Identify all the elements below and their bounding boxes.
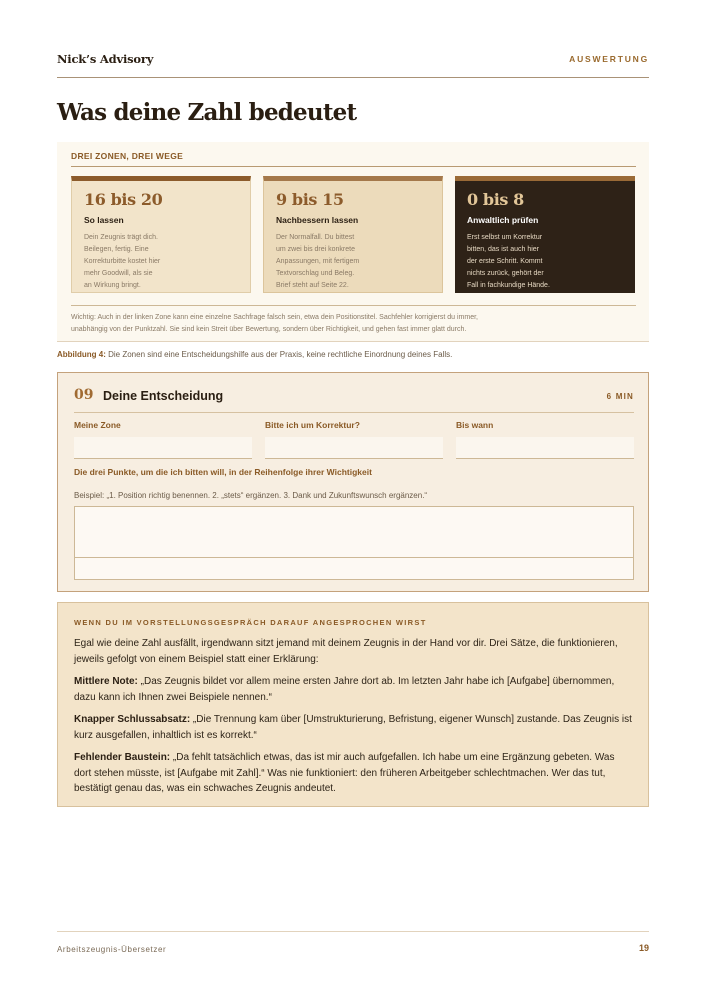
exercise-box (57, 372, 649, 592)
brand-name: Nick’s Advisory (57, 52, 154, 66)
zone-card-keep (71, 176, 251, 293)
tip-item (74, 750, 634, 797)
zone-field-label: Meine Zone (74, 420, 121, 430)
section-tag: AUSWERTUNG (569, 54, 649, 64)
tip-body (74, 636, 634, 804)
page-header (57, 52, 649, 78)
tip-item (74, 674, 634, 705)
tip-item (74, 712, 634, 743)
interview-tip-box (57, 602, 649, 807)
zone-text-line: Der Normalfall. Du bittest (276, 234, 355, 241)
zone-range: 9 bis 15 (276, 190, 344, 209)
footer-title: Arbeitszeugnis-Übersetzer (57, 945, 167, 954)
tip-item-text: „Das Zeugnis bildet vor allem meine ersten Jahre dort ab. Im letzten Jahr habe ich [Aufgabe] übernommen, dazu kann ich Ihnen zwei Beispiele nennen.“ (74, 676, 615, 703)
exercise-header (74, 387, 634, 413)
answer-area[interactable] (74, 506, 634, 580)
zone-label: Anwaltlich prüfen (467, 215, 539, 225)
zone-label: So lassen (84, 215, 124, 225)
zone-text-line: nichts zurück, gehört der (467, 270, 544, 277)
tip-item-text: „Die Trennung kam über [Umstrukturierung, Befristung, eigener Wunsch] zustande. Das Zeugnis ist kurz ausgefallen, inhaltlich ist es korrekt.“ (74, 714, 632, 741)
note-line: Wichtig: Auch in der linken Zone kann eine einzelne Sachfrage falsch sein, etwa dein Positionstitel. Sachfehler korrigierst du immer, (71, 314, 478, 321)
zone-card-improve (263, 176, 443, 293)
correction-field-label: Bitte ich um Korrektur? (265, 420, 360, 430)
zone-text-line: Textvorschlag und Beleg. (276, 270, 355, 277)
zone-text-line: Beilegen, fertig. Eine (84, 246, 149, 253)
note-line: unabhängig von der Punktzahl. Sie sind kein Streit über Bewertung, sondern über Richtigkeit, und gehen fast immer glatt durch. (71, 326, 467, 333)
tip-item-label: Knapper Schlussabsatz: (74, 714, 191, 725)
zone-description (276, 232, 434, 292)
page-number: 19 (638, 943, 649, 953)
zone-card-legal (455, 176, 635, 293)
tip-item-text: „Da fehlt tatsächlich etwas, das ist mir auch aufgefallen. Ich habe um eine Ergänzung gebeten. Was dort stehen müsste, ist [Aufgabe mit Zahl].“ Was nie funktioniert: den früheren Arbeitgeber schlechtmachen. Wer das tut, bestätigt genau das, was ein schwaches Zeugnis andeutet. (74, 752, 615, 794)
zone-text-line: mehr Goodwill, als sie (84, 270, 153, 277)
zone-text-line: Fall in fachkundige Hände. (467, 282, 550, 289)
deadline-field[interactable] (456, 437, 634, 459)
zone-field[interactable] (74, 437, 252, 459)
zone-text-line: bitten, das ist auch hier (467, 246, 539, 253)
zone-text-line: der erste Schritt. Kommt (467, 258, 543, 265)
zones-figure (57, 142, 649, 342)
figure-note (71, 305, 636, 336)
page-title: Was deine Zahl bedeutet (57, 99, 357, 126)
caption-label: Abbildung 4: (57, 350, 106, 359)
tip-item-label: Fehlender Baustein: (74, 752, 171, 763)
exercise-duration: 6 MIN (606, 392, 634, 401)
exercise-prompt: Die drei Punkte, um die ich bitten will, in der Reihenfolge ihrer Wichtigkeit (74, 467, 372, 477)
zone-text-line: Brief steht auf Seite 22. (276, 282, 349, 289)
figure-kicker: DREI ZONEN, DREI WEGE (71, 151, 636, 167)
exercise-number: 09 (74, 387, 94, 403)
zone-text-line: Erst selbst um Korrektur (467, 234, 543, 241)
answer-divider (75, 557, 633, 558)
zone-text-line: um zwei bis drei konkrete (276, 246, 355, 253)
zone-range: 16 bis 20 (84, 190, 163, 209)
zone-description (84, 232, 242, 292)
tip-item-label: Mittlere Note: (74, 676, 138, 687)
tip-kicker: WENN DU IM VORSTELLUNGSGESPRÄCH DARAUF ANGESPROCHEN WIRST (74, 618, 427, 627)
zone-text-line: Anpassungen, mit fertigem (276, 258, 360, 265)
zone-range: 0 bis 8 (467, 190, 524, 209)
correction-field[interactable] (265, 437, 443, 459)
zone-label: Nachbessern lassen (276, 215, 359, 225)
exercise-example: Beispiel: „1. Position richtig benennen. 2. „stets“ ergänzen. 3. Dank und Zukunftswunsch ergänzen.“ (74, 491, 428, 500)
zone-text-line: an Wirkung bringt. (84, 282, 141, 289)
tip-intro: Egal wie deine Zahl ausfällt, irgendwann sitzt jemand mit deinem Zeugnis in der Hand vor dir. Drei Sätze, die funktionieren, jeweils gefolgt von einem Beispiel statt einer Erklärung: (74, 638, 618, 665)
deadline-field-label: Bis wann (456, 420, 494, 430)
page-footer (57, 931, 649, 955)
zone-text-line: Korrekturbitte kostet hier (84, 258, 161, 265)
zone-text-line: Dein Zeugnis trägt dich. (84, 234, 158, 241)
zone-description (467, 232, 625, 292)
caption-text: Die Zonen sind eine Entscheidungshilfe aus der Praxis, keine rechtliche Einordnung deines Falls. (105, 350, 453, 359)
figure-caption (57, 350, 649, 359)
exercise-title: Deine Entscheidung (103, 389, 224, 403)
